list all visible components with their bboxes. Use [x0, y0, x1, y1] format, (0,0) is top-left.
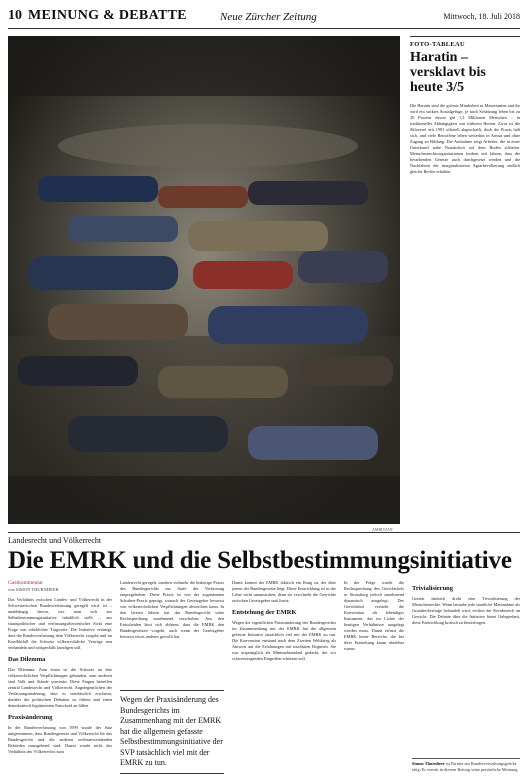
section-title: MEINUNG & DEBATTE [28, 8, 187, 23]
haratin-photo [8, 36, 400, 524]
photo-essay-kicker: FOTO-TABLEAU [410, 36, 520, 48]
page-number: 10 [8, 8, 22, 23]
paragraph-column-4: In der Folge wurde die Rechtsprechung des Gerichtshofs in Strassburg jedoch zunehmend dynamisch ausgelegt. Der Gerichtshof versteht die Konvention als lebendiges Instrument, das im Lichte der heutigen Verhältnisse ausgelegt werden muss. Damit erfasst die EMRK heute Bereiche, die bei ihrer Entstehung kaum absehbar waren. [344, 580, 404, 651]
photo-essay-sidebar [410, 36, 520, 175]
article-column-4 [344, 580, 404, 652]
paragraph-column-2: Landesrecht geregelt, sondern vielmehr die bisherige Praxis des Bundesgerichts zur Stufe der Verfassung emporgehoben. Diese Praxis ist von der sogenannten Schubert-Praxis geprägt, wonach der Gesetzgeber bewusst von völkerrechtlichen Verpflichtungen abweichen kann. In den letzten Jahren hat das Bundesgericht seine Rechtsprechung zunehmend verschoben. Aus den Entscheiden lässt sich ablesen, dass die EMRK den Bundesgesetzen vorgeht, auch wenn der Gesetzgeber bewusst etwas anderes gewollt hat. [120, 580, 224, 639]
issue-date: Mittwoch, 18. Juli 2018 [443, 12, 520, 21]
photo-essay-title: Haratin – versklavt bis heute 3/5 [410, 50, 486, 95]
article-column-5 [412, 580, 520, 626]
author-bio [412, 758, 520, 772]
article-column-1 [8, 580, 112, 755]
divider [8, 532, 520, 533]
page-header [8, 6, 520, 29]
paragraph-dilemma: Das Dilemma: Zum einen ist die Schweiz an ihre völkerrechtlichen Verpflichtungen gebunden, zum anderen sind Volk und Stände souverän. Diese Fragen betreffen zentral Landesrecht und Völkerrecht. Angelegentlichen der Verfassungsänderung, dass es unerlässlich erscheint, darüber die politischen Debatten zu führen und einen demokratisch legitimierten Entscheid zu fällen. [8, 667, 112, 708]
subheading-trivialisierung: Trivialisierung [412, 585, 454, 592]
paragraph-column-3: Damit kommt der EMRK faktisch ein Rang zu, der über jenem der Bundesgesetze liegt. Diese Entwicklung ist in der Lehre nicht unumstritten, denn sie verschiebt die Gewichte zwischen Gesetzgeber und Justiz. [232, 580, 336, 603]
guest-commentary-label: Gastkommentar [8, 580, 44, 586]
article-column-2 [120, 580, 224, 640]
article-kicker: Landesrecht und Völkerrecht [8, 536, 102, 545]
author-bio-text: ist Partner am Bundesverwaltungsgericht tätig. Er vertritt in diesem Beitrag seine persönliche Meinung. [412, 761, 519, 772]
subheading-dilemma: Das Dilemma [8, 656, 46, 663]
newspaper-name: Neue Zürcher Zeitung [220, 11, 317, 23]
sleeping-workers-image [8, 36, 400, 524]
author-line: von SIMON THURNHEER [8, 587, 59, 592]
subheading-praxisaenderung: Praxisänderung [8, 714, 53, 721]
photo-essay-text: Die Haratin sind die grösste Minderheit in Mauretanien und ihr wird ein striktes Sozialgefüge, je nach Schätzung leben bis zu 20 Prozent davon gut 1,3 Millionen Menschen – in traditioneller Abhängigkeit von früheren Herren. Zwar ist die Sklaverei seit 1981 offiziell abgeschafft, doch die Praxis hält sich, und viele Betroffene leben weiterhin in Armut und ohne Zugang zu Bildung. Die Aufnahme zeigt Arbeiter, die in einer Unterkunft nahe Nouakchott auf dem Boden schlafen. Menschenrechtsorganisationen fordern seit Jahren, dass die bestehenden Gesetze auch durchgesetzt werden und die Nachfahren der marginalisierten Agrarbevölkerung endlich gleiche Rechte erhalten. [410, 103, 520, 174]
intro-paragraph: Das Verhältnis zwischen Landes- und Völkerrecht in der Schweizerischen Bundesverfassung geregelt wird, ist – unabhängig davon, wie man sich zur Selbstbestimmungsinitiative inhaltlich stellt – aus staatspolitischer und verfassungstheoretischer Sicht eine Frage von erheblicher Tragweite. Die Initiative verlangt, dass die Bundesverfassung dem Völkerrecht vorgeht und im Konfliktfall die Schweiz völkerrechtliche Verträge neu verhandeln und nötigenfalls kündigen soll. [8, 597, 112, 650]
photo-credit: AMBIVANT [372, 527, 394, 532]
paragraph-entstehung: Wegen der eigentlichen Praxisänderung des Bundesgerichts im Zusammenhang mit der EMRK hat die allgemein gefasste Initiative tatsächlich viel mit der EMRK zu tun. Die Konvention entstand nach dem Zweiten Weltkrieg als Antwort auf die Erfahrungen mit totalitären Regimen. Sie war ursprünglich als Minimalstandard gedacht, der vor schwerwiegenden Eingriffen schützen soll. [232, 620, 336, 661]
subheading-entstehung: Entstehung der EMRK [232, 609, 297, 616]
paragraph-trivialisierung: Gerade dadurch droht eine Trivialisierung der Menschenrechte. Wenn beinahe jede staatliche Massnahme als Grundrechtsfrage behandelt wird, verliert der Kernbereich an Gewicht. Die Debatte über die Initiative bietet Gelegenheit, diese Entwicklung kritisch zu hinterfragen. [412, 596, 520, 625]
pull-quote: Wegen der Praxisänderung des Bundesgerichts im Zusammenhang mit der EMRK hat die allgemein gefasste Selbstbestimmungsinitiative der SVP tatsächlich viel mit der EMRK zu tun. [120, 690, 224, 774]
paragraph-praxisaenderung: In der Bundesverfassung von 1999 wurde der Satz aufgenommen, dass Bundesgesetze und Völkerrecht für das Bundesgericht und die anderen rechtsanwendenden Behörden massgebend sind. Damit wurde nicht das Verhältnis des Völkerrechts zum [8, 725, 112, 754]
author-bio-name: Simon Thurnheer [412, 761, 445, 766]
article-column-3 [232, 580, 336, 662]
article-headline: Die EMRK und die Selbstbestimmungsinitiative [8, 547, 512, 574]
